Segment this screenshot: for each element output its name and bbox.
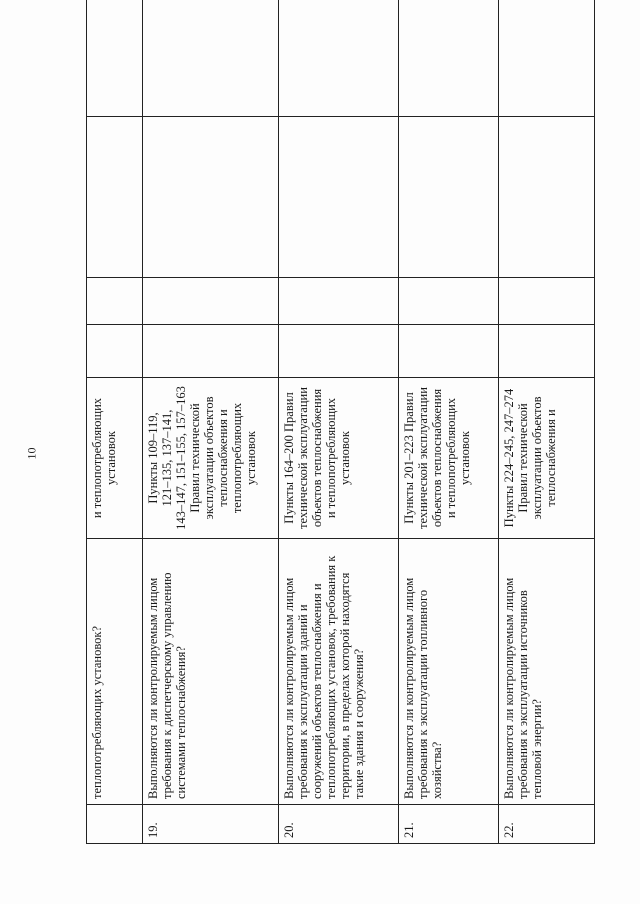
reference-cell	[87, 378, 143, 539]
reference-line: Правил технической	[516, 403, 530, 513]
empty-answer-cell	[499, 0, 595, 117]
reference-line: технической эксплуатации	[296, 387, 310, 529]
question-cell: Выполняются ли контролируемым лицом требования к эксплуатации зданий и сооружений объектов теплоснабжения и теплопотребляющих установок, требования к территории, в пределах которой находятся такие здания и сооружения?	[279, 539, 399, 805]
reference-line: 143–147, 151–155, 157–163	[174, 386, 188, 530]
reference-line: установок	[338, 430, 352, 486]
row-number-cell	[87, 805, 143, 844]
row-number-cell: 20.	[279, 805, 399, 844]
reference-cell	[399, 378, 499, 539]
table-row	[279, 0, 399, 844]
reference-line: установок	[104, 430, 118, 486]
empty-answer-cell	[399, 117, 499, 278]
question-cell: Выполняются ли контролируемым лицом требования к диспетчерскому управлению системами теплоснабжения?	[143, 539, 279, 805]
table-row	[499, 0, 595, 844]
reference-line: Пункты 201–223 Правил	[402, 392, 416, 524]
empty-answer-cell	[499, 278, 595, 325]
reference-cell	[499, 378, 595, 539]
empty-answer-cell	[499, 325, 595, 378]
empty-answer-cell	[279, 117, 399, 278]
reference-line: объектов теплоснабжения	[310, 388, 324, 528]
empty-answer-cell	[87, 325, 143, 378]
table-row	[399, 0, 499, 844]
reference-cell	[143, 378, 279, 539]
row-number-cell: 19.	[143, 805, 279, 844]
reference-line: и теплопотребляющих	[90, 397, 104, 519]
empty-answer-cell	[87, 278, 143, 325]
empty-answer-cell	[399, 278, 499, 325]
empty-answer-cell	[279, 278, 399, 325]
empty-answer-cell	[499, 117, 595, 278]
reference-line: теплоснабжения и	[216, 409, 230, 507]
question-cell: теплопотребляющих установок?	[87, 539, 143, 805]
empty-answer-cell	[143, 117, 279, 278]
page-number: 10	[24, 447, 39, 460]
reference-line: эксплуатации объектов	[202, 396, 216, 520]
checklist-table	[86, 0, 595, 844]
reference-line: теплоснабжения и	[544, 409, 558, 507]
table-row	[87, 0, 143, 844]
reference-line: эксплуатации объектов	[530, 396, 544, 520]
empty-answer-cell	[143, 0, 279, 117]
reference-line: Пункты 224–245, 247–274	[502, 388, 516, 528]
empty-answer-cell	[87, 117, 143, 278]
checklist-table-container	[86, 60, 594, 844]
table-row	[143, 0, 279, 844]
empty-answer-cell	[399, 0, 499, 117]
question-cell: Выполняются ли контролируемым лицом требования к эксплуатации источников тепловой энергии?	[499, 539, 595, 805]
reference-cell	[279, 378, 399, 539]
reference-line: технической эксплуатации	[416, 387, 430, 529]
reference-line: Пункты 164–200 Правил	[282, 392, 296, 524]
question-cell: Выполняются ли контролируемым лицом требования к эксплуатации топливного хозяйства?	[399, 539, 499, 805]
row-number-cell: 21.	[399, 805, 499, 844]
empty-answer-cell	[279, 0, 399, 117]
reference-line: установок	[244, 430, 258, 486]
empty-answer-cell	[143, 278, 279, 325]
reference-line: установок	[458, 430, 472, 486]
reference-line: Пункты 109–119,	[146, 412, 160, 504]
reference-line: и теплопотребляющих	[444, 397, 458, 519]
empty-answer-cell	[399, 325, 499, 378]
reference-line: Правил технической	[188, 403, 202, 513]
reference-line: 121–135, 137–141,	[160, 409, 174, 507]
empty-answer-cell	[87, 0, 143, 117]
empty-answer-cell	[279, 325, 399, 378]
reference-line: теплопотребляющих	[230, 402, 244, 514]
row-number-cell: 22.	[499, 805, 595, 844]
reference-line: и теплопотребляющих	[324, 397, 338, 519]
reference-line: объектов теплоснабжения	[430, 388, 444, 528]
empty-answer-cell	[143, 325, 279, 378]
